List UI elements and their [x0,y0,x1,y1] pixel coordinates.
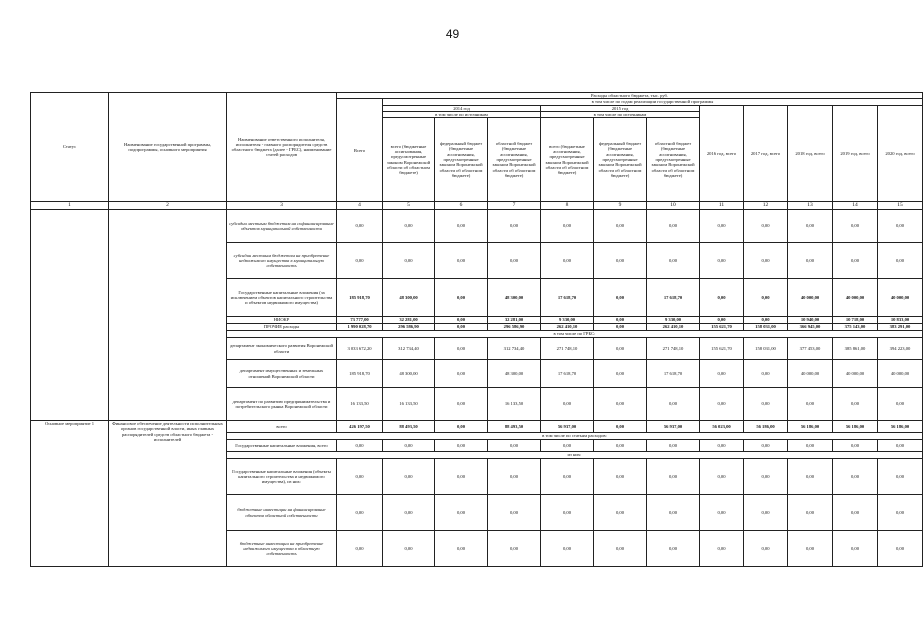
value-cell: 0,00 [337,440,383,452]
value-cell: 32 281,00 [488,317,541,324]
expense-item-cell: в том числе по ГРБС: [227,331,923,338]
value-cell: 0,00 [833,531,878,567]
value-cell: 0,00 [337,243,383,279]
expense-item-cell: бюджетные инвестиции на приобретение недвижимого имущества в областную собственность [227,531,337,567]
status-cell: Основное мероприятие 1 [31,421,109,567]
col-number: 7 [488,202,541,210]
value-cell: 262 410,10 [647,324,700,331]
value-cell: 56 186,00 [788,421,833,433]
value-cell: 40 000,00 [788,360,833,388]
value-cell: 0,00 [788,210,833,243]
value-cell: 0,00 [337,495,383,531]
header-total: Всего [337,99,383,202]
value-cell: 40 000,00 [833,279,878,317]
value-cell: 0,00 [435,440,488,452]
expense-item-cell: бюджетные инвестиции на финансирование объектов областной собственности [227,495,337,531]
value-cell: 0,00 [488,243,541,279]
value-cell: 296 586,90 [383,324,435,331]
value-cell: 0,00 [700,317,744,324]
value-cell: 0,00 [788,440,833,452]
value-cell: 56 186,00 [744,421,788,433]
col-number: 8 [541,202,594,210]
value-cell: 271 748,10 [647,338,700,360]
value-cell: 0,00 [647,531,700,567]
value-cell: 0,00 [541,210,594,243]
value-cell: 0,00 [788,459,833,495]
value-cell: 0,00 [435,317,488,324]
header-2015: 2015 год [541,105,700,111]
value-cell: 0,00 [383,440,435,452]
value-cell: 0,00 [788,243,833,279]
header-sub: в том числе по годам реализации государственной программы [383,99,923,105]
header-2014: 2014 год [383,105,541,111]
value-cell: 88 493,50 [383,421,435,433]
col-number: 15 [878,202,923,210]
value-cell: 0,00 [435,459,488,495]
header-c14: 2019 год, всего [833,105,878,202]
value-cell: 0,00 [878,243,923,279]
value-cell: 56 937,00 [647,421,700,433]
value-cell: 312 734,40 [383,338,435,360]
value-cell: 0,00 [594,440,647,452]
value-cell: 0,00 [594,421,647,433]
value-cell: 17 618,70 [541,360,594,388]
expense-item-cell: Государственные капитальные вложения (объекты капитального строительства и недвижимого имущества), из них: [227,459,337,495]
value-cell: 10 833,00 [878,317,923,324]
budget-table [30,92,923,567]
value-cell: 158 031,00 [744,324,788,331]
value-cell: 10 718,00 [833,317,878,324]
expense-item-cell: департамент экономического развития Воронежской области [227,338,337,360]
value-cell: 0,00 [833,459,878,495]
col-number: 3 [227,202,337,210]
value-cell: 9 330,00 [647,317,700,324]
value-cell: 0,00 [647,459,700,495]
value-cell: 0,00 [337,459,383,495]
col-number: 14 [833,202,878,210]
value-cell: 0,00 [435,324,488,331]
value-cell: 0,00 [383,243,435,279]
table-row [31,210,923,243]
expense-item-cell: НИОКР [227,317,337,324]
value-cell: 0,00 [383,495,435,531]
header-status: Статус [31,93,109,202]
value-cell: 0,00 [488,459,541,495]
value-cell: 0,00 [700,243,744,279]
value-cell: 0,00 [337,531,383,567]
value-cell: 0,00 [541,440,594,452]
value-cell: 9 330,00 [541,317,594,324]
value-cell: 0,00 [647,440,700,452]
value-cell: 56 186,00 [833,421,878,433]
value-cell: 0,00 [541,243,594,279]
value-cell: 0,00 [878,440,923,452]
value-cell: 40 000,00 [833,360,878,388]
value-cell: 0,00 [700,495,744,531]
value-cell: 0,00 [383,531,435,567]
value-cell: 0,00 [744,531,788,567]
header-top: Расходы областного бюджета, тыс. руб. [337,93,923,99]
value-cell: 73 777,00 [337,317,383,324]
value-cell: 0,00 [594,210,647,243]
value-cell: 0,00 [744,360,788,388]
value-cell: 0,00 [744,388,788,421]
col-number: 6 [435,202,488,210]
table-row [31,421,923,433]
value-cell: 17 618,70 [647,279,700,317]
header-responsible: Наименование ответственного исполнителя, исполнителя - главного распорядителя средств областного бюджета (далее - ГРБС), наименование статей расходов [227,93,337,202]
value-cell: 271 748,10 [541,338,594,360]
value-cell: 0,00 [744,210,788,243]
header-c10: областной бюджет (бюджетные ассигнования, предусмотренные законом Воронежской области об областном бюджете) [647,118,700,202]
value-cell: 56 186,00 [878,421,923,433]
expense-item-cell: субсидии местным бюджетам на софинансирование объектов муниципальной собственности [227,210,337,243]
value-cell: 155 621,70 [700,324,744,331]
value-cell: 0,00 [833,495,878,531]
value-cell: 17 618,70 [647,360,700,388]
value-cell: 0,00 [700,440,744,452]
value-cell: 0,00 [878,459,923,495]
header-c5: всего (бюджетные ассигнования, предусмотренные законом Воронежской области об областном бюджете) [383,118,435,202]
value-cell: 0,00 [878,388,923,421]
value-cell: 0,00 [647,243,700,279]
value-cell: 375 143,00 [833,324,878,331]
value-cell: 1 990 028,70 [337,324,383,331]
value-cell: 0,00 [541,495,594,531]
value-cell: 0,00 [594,388,647,421]
expense-item-cell: из них: [227,452,923,459]
value-cell: 0,00 [594,360,647,388]
value-cell: 0,00 [488,495,541,531]
value-cell: 158 031,00 [744,338,788,360]
page-number: 49 [445,27,460,41]
value-cell: 0,00 [833,210,878,243]
value-cell: 16 133,50 [488,388,541,421]
value-cell: 0,00 [700,360,744,388]
value-cell: 0,00 [700,279,744,317]
header-c11: 2016 год, всего [700,105,744,202]
value-cell: 48 300,00 [488,279,541,317]
header-by-sources-2015: в том числе по источникам [541,111,700,117]
value-cell: 0,00 [541,531,594,567]
value-cell: 40 000,00 [788,279,833,317]
value-cell: 48 300,00 [383,360,435,388]
value-cell: 0,00 [700,210,744,243]
value-cell: 262 410,10 [541,324,594,331]
col-number: 2 [109,202,227,210]
value-cell: 0,00 [700,531,744,567]
value-cell: 16 133,50 [337,388,383,421]
header-c15: 2020 год, всего [878,105,923,202]
value-cell: 0,00 [700,459,744,495]
value-cell: 40 000,00 [878,279,923,317]
value-cell: 0,00 [744,243,788,279]
header-c9: федеральный бюджет (бюджетные ассигнования, предусмотренные законом Воронежской области об областном бюджете) [594,118,647,202]
value-cell: 40 000,00 [878,360,923,388]
value-cell: 0,00 [744,279,788,317]
value-cell: 296 586,90 [488,324,541,331]
value-cell: 0,00 [594,495,647,531]
value-cell: 0,00 [435,279,488,317]
value-cell: 0,00 [744,440,788,452]
expense-item-cell: департамент по развитию предпринимательства и потребительского рынка Воронежской области [227,388,337,421]
value-cell: 312 734,40 [488,338,541,360]
value-cell: 0,00 [541,459,594,495]
expense-item-cell: департамент имущественных и земельных отношений Воронежской области [227,360,337,388]
value-cell: 3 033 672,20 [337,338,383,360]
value-cell: 0,00 [594,317,647,324]
expense-item-cell: ПРОЧИЕ расходы [227,324,337,331]
value-cell: 0,00 [744,317,788,324]
header-name: Наименование государственной программы, подпрограммы, основного мероприятия [109,93,227,202]
program-name-cell [109,210,227,421]
value-cell: 385 861,00 [833,338,878,360]
value-cell: 0,00 [594,324,647,331]
value-cell: 0,00 [833,243,878,279]
value-cell: 0,00 [383,210,435,243]
value-cell: 0,00 [594,279,647,317]
value-cell: 0,00 [788,495,833,531]
value-cell: 0,00 [788,531,833,567]
col-number: 12 [744,202,788,210]
expense-item-cell: субсидии местным бюджетам на приобретение недвижимого имущества в муниципальную собственность [227,243,337,279]
value-cell: 0,00 [594,338,647,360]
value-cell: 0,00 [878,210,923,243]
expense-item-cell: Государственные капитальные вложения (за исключением объектов капитального строительства и объектов недвижимого имущества) [227,279,337,317]
value-cell: 0,00 [488,440,541,452]
value-cell: 0,00 [647,388,700,421]
value-cell: 88 493,50 [488,421,541,433]
value-cell: 0,00 [488,531,541,567]
value-cell: 48 300,00 [383,279,435,317]
value-cell: 48 300,00 [488,360,541,388]
header-c7: областной бюджет (бюджетные ассигнования, предусмотренные законом Воронежской области об областном бюджете) [488,118,541,202]
value-cell: 0,00 [488,210,541,243]
value-cell: 16 133,50 [383,388,435,421]
value-cell: 0,00 [435,360,488,388]
value-cell: 0,00 [788,388,833,421]
value-cell: 0,00 [647,495,700,531]
value-cell: 0,00 [435,210,488,243]
value-cell: 426 197,50 [337,421,383,433]
program-name-cell: Финансовое обеспечение деятельности исполнительных органов государственной власти, иных главных распорядителей средств областного бюджета - исполнителей [109,421,227,567]
header-c13: 2018 год, всего [788,105,833,202]
col-number: 11 [700,202,744,210]
value-cell: 394 223,00 [878,338,923,360]
value-cell: 377 453,00 [788,338,833,360]
value-cell: 0,00 [594,243,647,279]
value-cell: 0,00 [435,388,488,421]
expense-item-cell: Государственные капитальные вложения, всего [227,440,337,452]
value-cell: 366 945,00 [788,324,833,331]
value-cell: 0,00 [435,495,488,531]
value-cell: 0,00 [383,459,435,495]
value-cell: 0,00 [647,210,700,243]
value-cell: 155 621,70 [700,338,744,360]
col-number: 9 [594,202,647,210]
header-c6: федеральный бюджет (бюджетные ассигнования, предусмотренные законом Воронежской области об областном бюджете) [435,118,488,202]
value-cell: 10 940,00 [788,317,833,324]
value-cell: 0,00 [700,388,744,421]
value-cell: 0,00 [435,531,488,567]
col-number: 5 [383,202,435,210]
col-number: 4 [337,202,383,210]
value-cell: 17 618,70 [541,279,594,317]
expense-item-cell: всего [227,421,337,433]
value-cell: 0,00 [744,459,788,495]
header-by-sources-2014: в том числе по источникам [383,111,541,117]
value-cell: 0,00 [833,440,878,452]
value-cell: 0,00 [337,210,383,243]
value-cell: 0,00 [435,338,488,360]
value-cell: 0,00 [594,531,647,567]
value-cell: 56 023,00 [700,421,744,433]
value-cell: 383 291,00 [878,324,923,331]
col-number: 10 [647,202,700,210]
expense-item-cell: в том числе по статьям расходов: [227,433,923,440]
col-number: 13 [788,202,833,210]
header-c12: 2017 год, всего [744,105,788,202]
value-cell: 185 918,70 [337,360,383,388]
value-cell: 0,00 [435,421,488,433]
value-cell: 185 918,70 [337,279,383,317]
value-cell: 0,00 [878,495,923,531]
column-index-row [31,202,923,210]
value-cell: 0,00 [744,495,788,531]
status-cell [31,210,109,421]
value-cell: 0,00 [878,531,923,567]
col-number: 1 [31,202,109,210]
value-cell: 32 281,00 [383,317,435,324]
value-cell: 56 937,00 [541,421,594,433]
value-cell: 0,00 [435,243,488,279]
value-cell: 0,00 [594,459,647,495]
header-c8: всего (бюджетные ассигнования, предусмотренные законом Воронежской области об областном бюджете) [541,118,594,202]
value-cell: 0,00 [833,388,878,421]
value-cell: 0,00 [541,388,594,421]
